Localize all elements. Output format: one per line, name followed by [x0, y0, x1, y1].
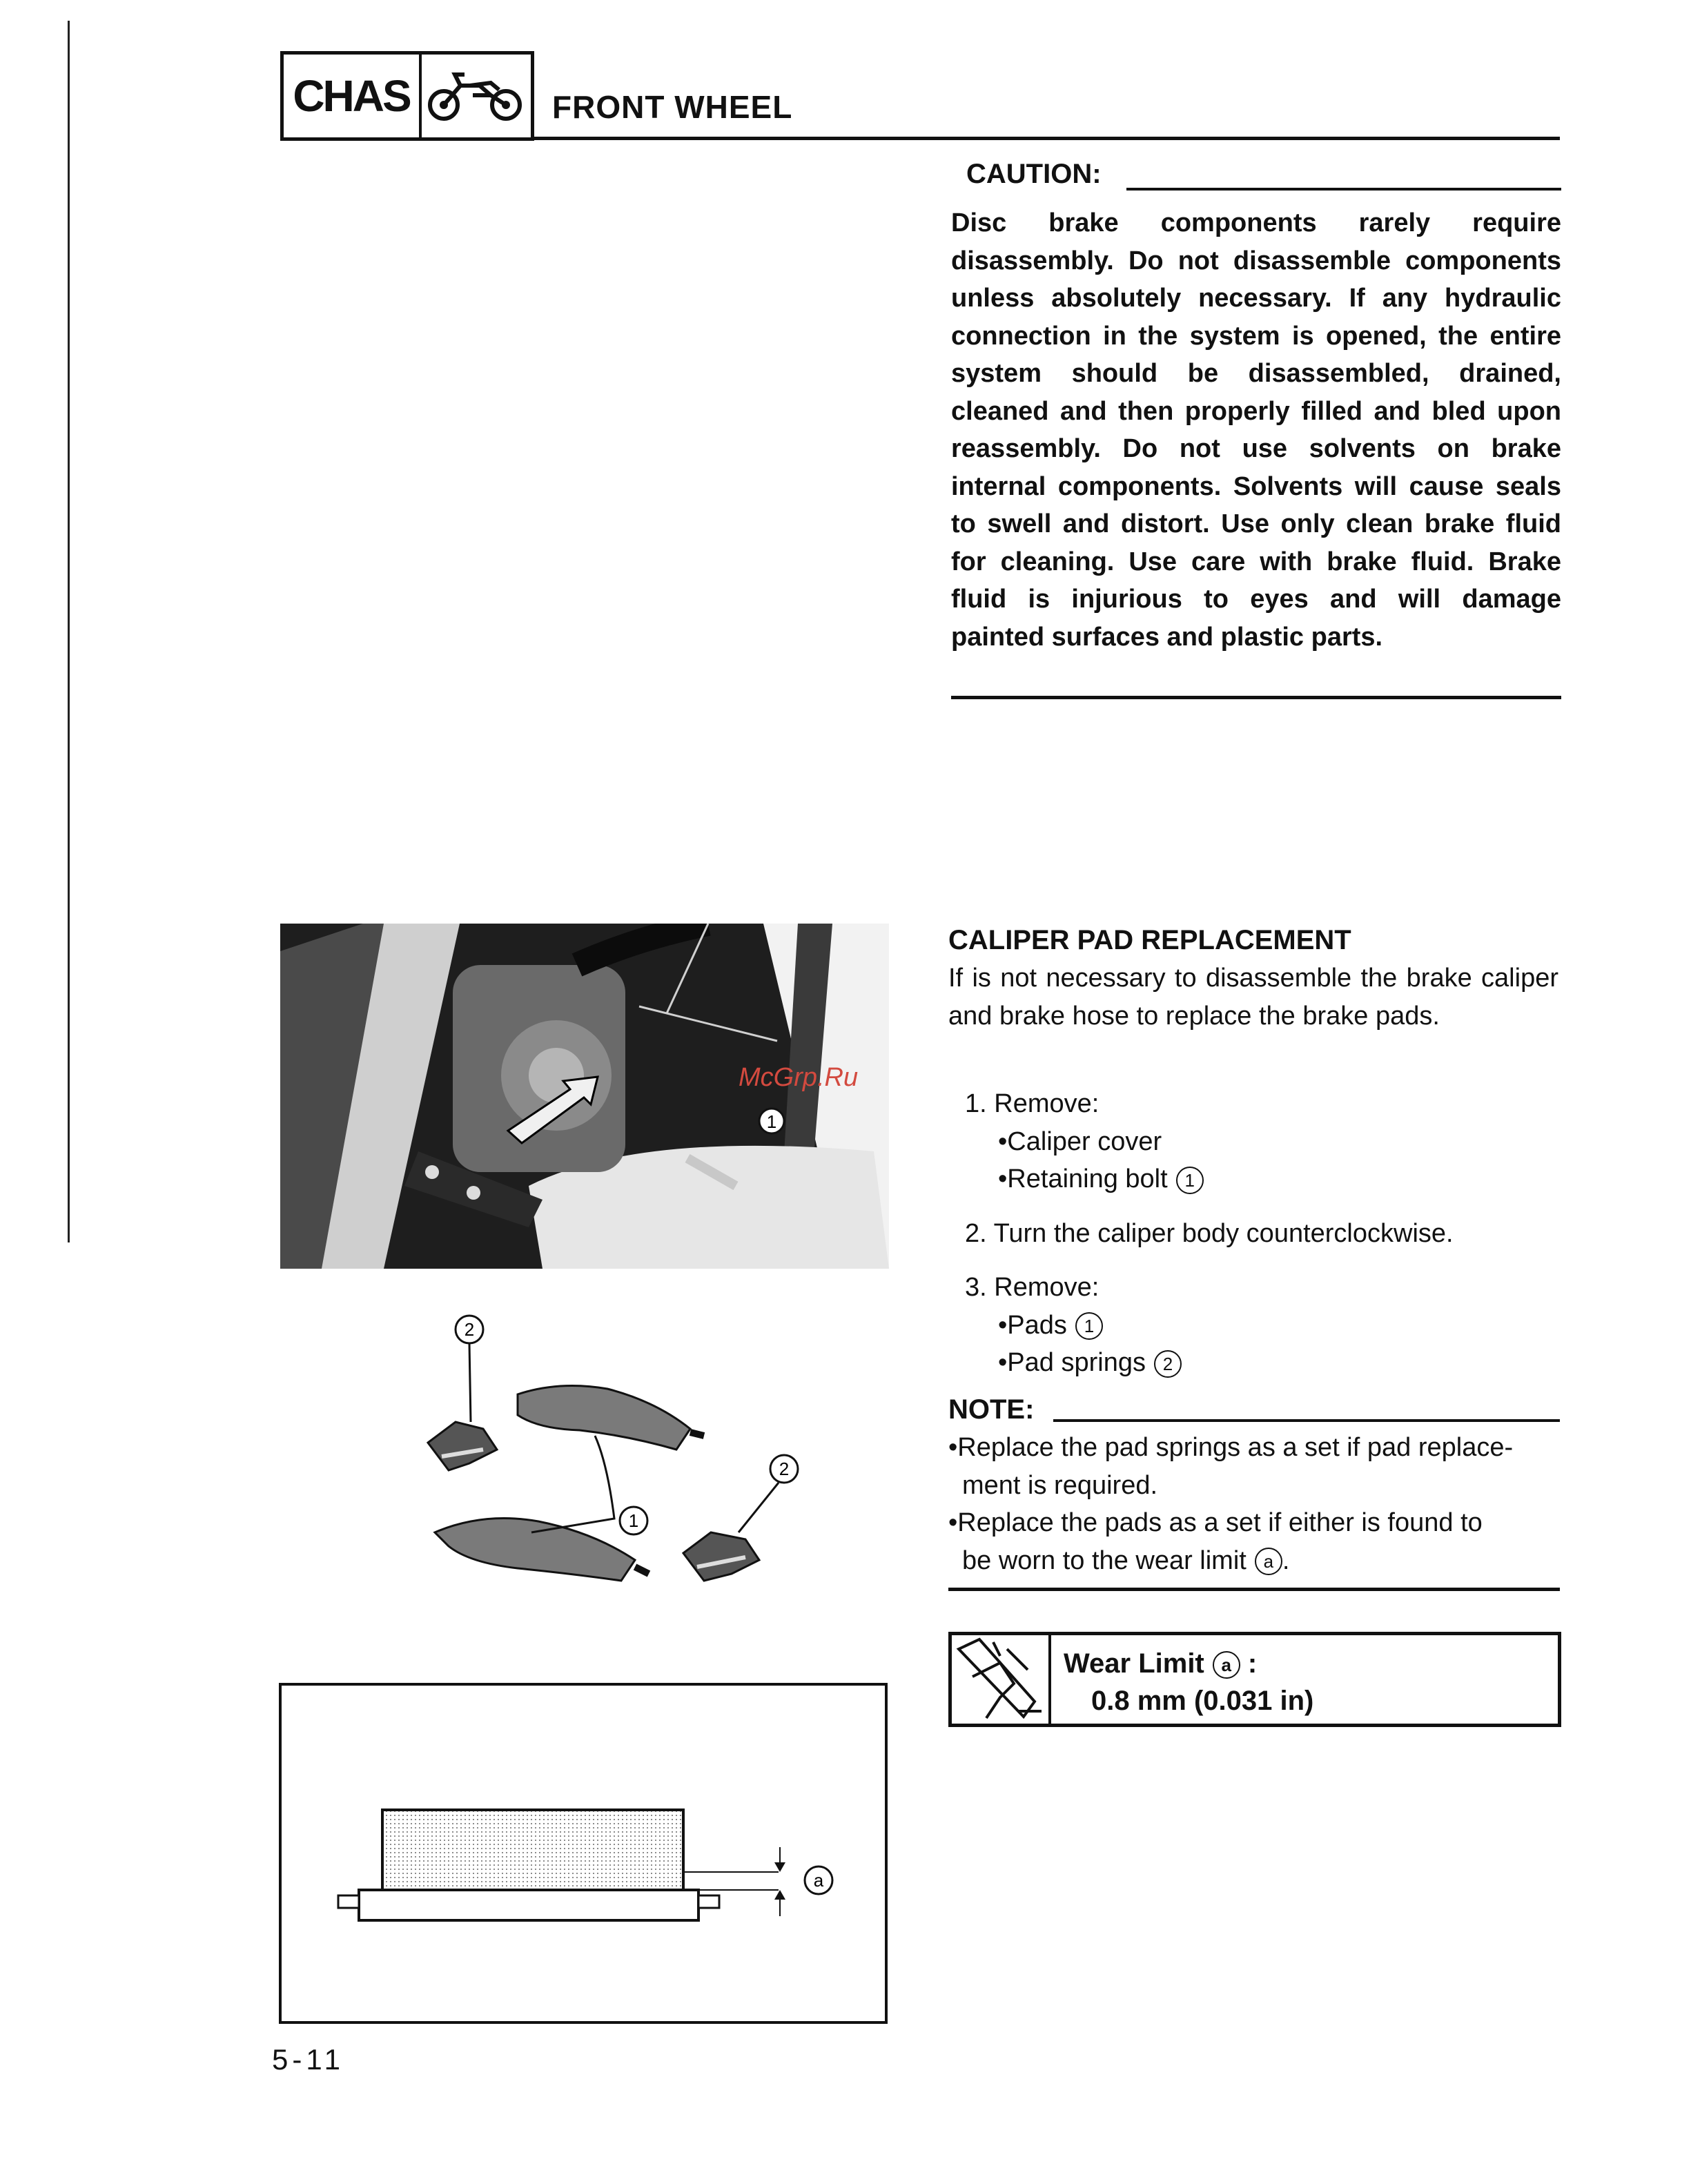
note-end-rule — [948, 1588, 1560, 1591]
note-item-2-line-1: •Replace the pads as a set if either is found to — [948, 1508, 1483, 1537]
pads-and-springs-diagram — [400, 1312, 828, 1636]
spec-colon: : — [1247, 1648, 1258, 1679]
note-title-rule — [1053, 1419, 1560, 1422]
note-item-1-line-2: ment is required. — [962, 1470, 1158, 1500]
spec-callout: a — [1213, 1651, 1240, 1679]
wear-limit-spec-box — [948, 1632, 1561, 1727]
procedure-steps — [965, 1085, 1558, 1398]
caliper-pad-intro: If is not necessary to disassemble the brake caliper and brake hose to replace the brake pads. — [948, 964, 1558, 1031]
note-list — [948, 1429, 1560, 1579]
note-title: NOTE: — [948, 1394, 1035, 1425]
step-1-item-b-text: •Retaining bolt — [998, 1164, 1168, 1193]
step-1-label: 1. Remove: — [965, 1089, 1099, 1118]
step-3 — [965, 1269, 1558, 1382]
chapter-badge — [280, 51, 534, 141]
note-item-2-callout: a — [1255, 1548, 1282, 1575]
caution-title: CAUTION: — [966, 159, 1102, 189]
chapter-code: CHAS — [284, 55, 422, 137]
step-1 — [965, 1085, 1558, 1198]
spec-text — [1051, 1635, 1313, 1724]
spec-value: 0.8 mm (0.031 in) — [1091, 1686, 1314, 1716]
note-item-2-line-2 — [948, 1542, 1560, 1580]
step-3-item-b-callout: 2 — [1154, 1350, 1182, 1378]
step-3-item-a-callout: 1 — [1075, 1312, 1103, 1340]
caution-title-rule — [1126, 188, 1561, 191]
caliper-photo — [280, 924, 889, 1269]
step-2-label: 2. Turn the caliper body counterclockwise. — [965, 1218, 1454, 1248]
step-3-item-a-text: •Pads — [998, 1310, 1067, 1340]
page-margin-rule — [68, 21, 70, 1242]
page-number: 5-11 — [272, 2043, 344, 2076]
caution-end-rule — [951, 696, 1561, 699]
step-1-item-a: •Caliper cover — [998, 1127, 1162, 1156]
spec-label: Wear Limit — [1064, 1648, 1204, 1679]
wear-limit-diagram — [279, 1683, 888, 2024]
watermark: McGrp.Ru — [739, 1063, 859, 1092]
caliper-gauge-icon — [952, 1635, 1051, 1724]
section-title: FRONT WHEEL — [552, 89, 793, 125]
caution-body: Disc brake components rarely require disassembly. Do not disassemble components unless absolutely necessary. If any hydraulic connection in the system is opened, the entire system should be disassembled, drained, cleaned and then properly filled and bled upon reassembly. Do not use solvents on brake internal components. Solvents will cause seals to swell and distort. Use only clean brake fluid for cleaning. Use care with brake fluid. Brake fluid is injurious to eyes and will damage painted surfaces and plastic parts. — [951, 208, 1561, 652]
step-3-item-b — [965, 1344, 1558, 1382]
header-rule — [534, 137, 1560, 140]
step-2 — [965, 1215, 1558, 1253]
note-item-1-line-1: •Replace the pad springs as a set if pad replace- — [948, 1433, 1514, 1462]
pads-callout: 1 — [628, 1510, 639, 1531]
spec-label-line — [1064, 1645, 1313, 1682]
spring-callout-right: 2 — [779, 1459, 790, 1479]
spring-callout-left: 2 — [464, 1319, 475, 1340]
caliper-pad-title: CALIPER PAD REPLACEMENT — [948, 925, 1351, 955]
step-1-item-b — [965, 1160, 1558, 1198]
step-3-label: 3. Remove: — [965, 1273, 1099, 1302]
photo-callout-1: 1 — [766, 1111, 777, 1132]
note-item-2-end: . — [1282, 1546, 1290, 1575]
note-item-2-text: be worn to the wear limit — [962, 1546, 1247, 1575]
wear-callout-a: a — [813, 1870, 824, 1891]
motorcycle-icon — [422, 55, 531, 137]
step-1-item-b-callout: 1 — [1176, 1167, 1204, 1194]
step-3-item-b-text: •Pad springs — [998, 1348, 1146, 1377]
step-3-item-a — [965, 1307, 1558, 1345]
